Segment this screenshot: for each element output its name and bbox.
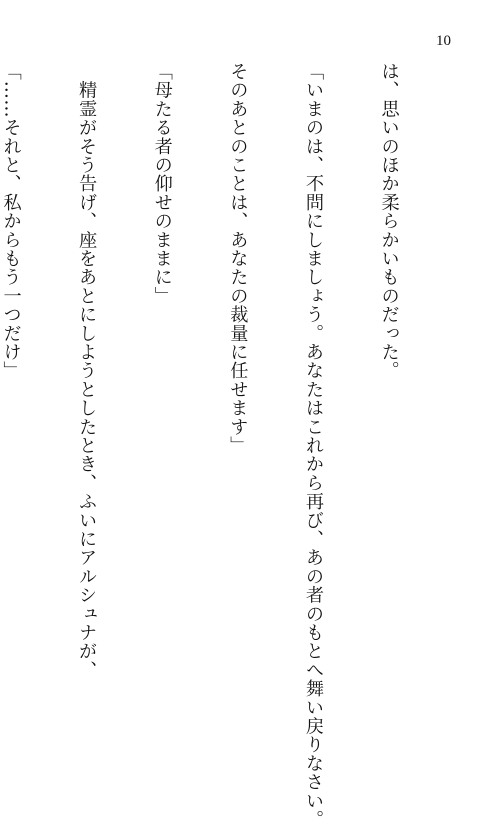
text-column: 「いまのは、不問にしましょう。あなたはこれから再び、あの者のもとへ舞い戻りなさい。 (302, 62, 324, 829)
text-column: は、思いのほか柔らかいものだった。 (378, 62, 400, 380)
body-text (0, 62, 452, 829)
text-column: 精霊がそう告げ、座をあとにしようとしたとき、ふいにアルシュナが、 (76, 62, 98, 680)
text-column: 「……それと、私からもう一つだけ」 (0, 62, 22, 380)
page-number: 10 (436, 33, 451, 49)
text-column: そのあとのことは、あなたの裁量に任せます」 (227, 62, 249, 455)
text-column: 「母たる者の仰せのままに」 (151, 62, 173, 306)
